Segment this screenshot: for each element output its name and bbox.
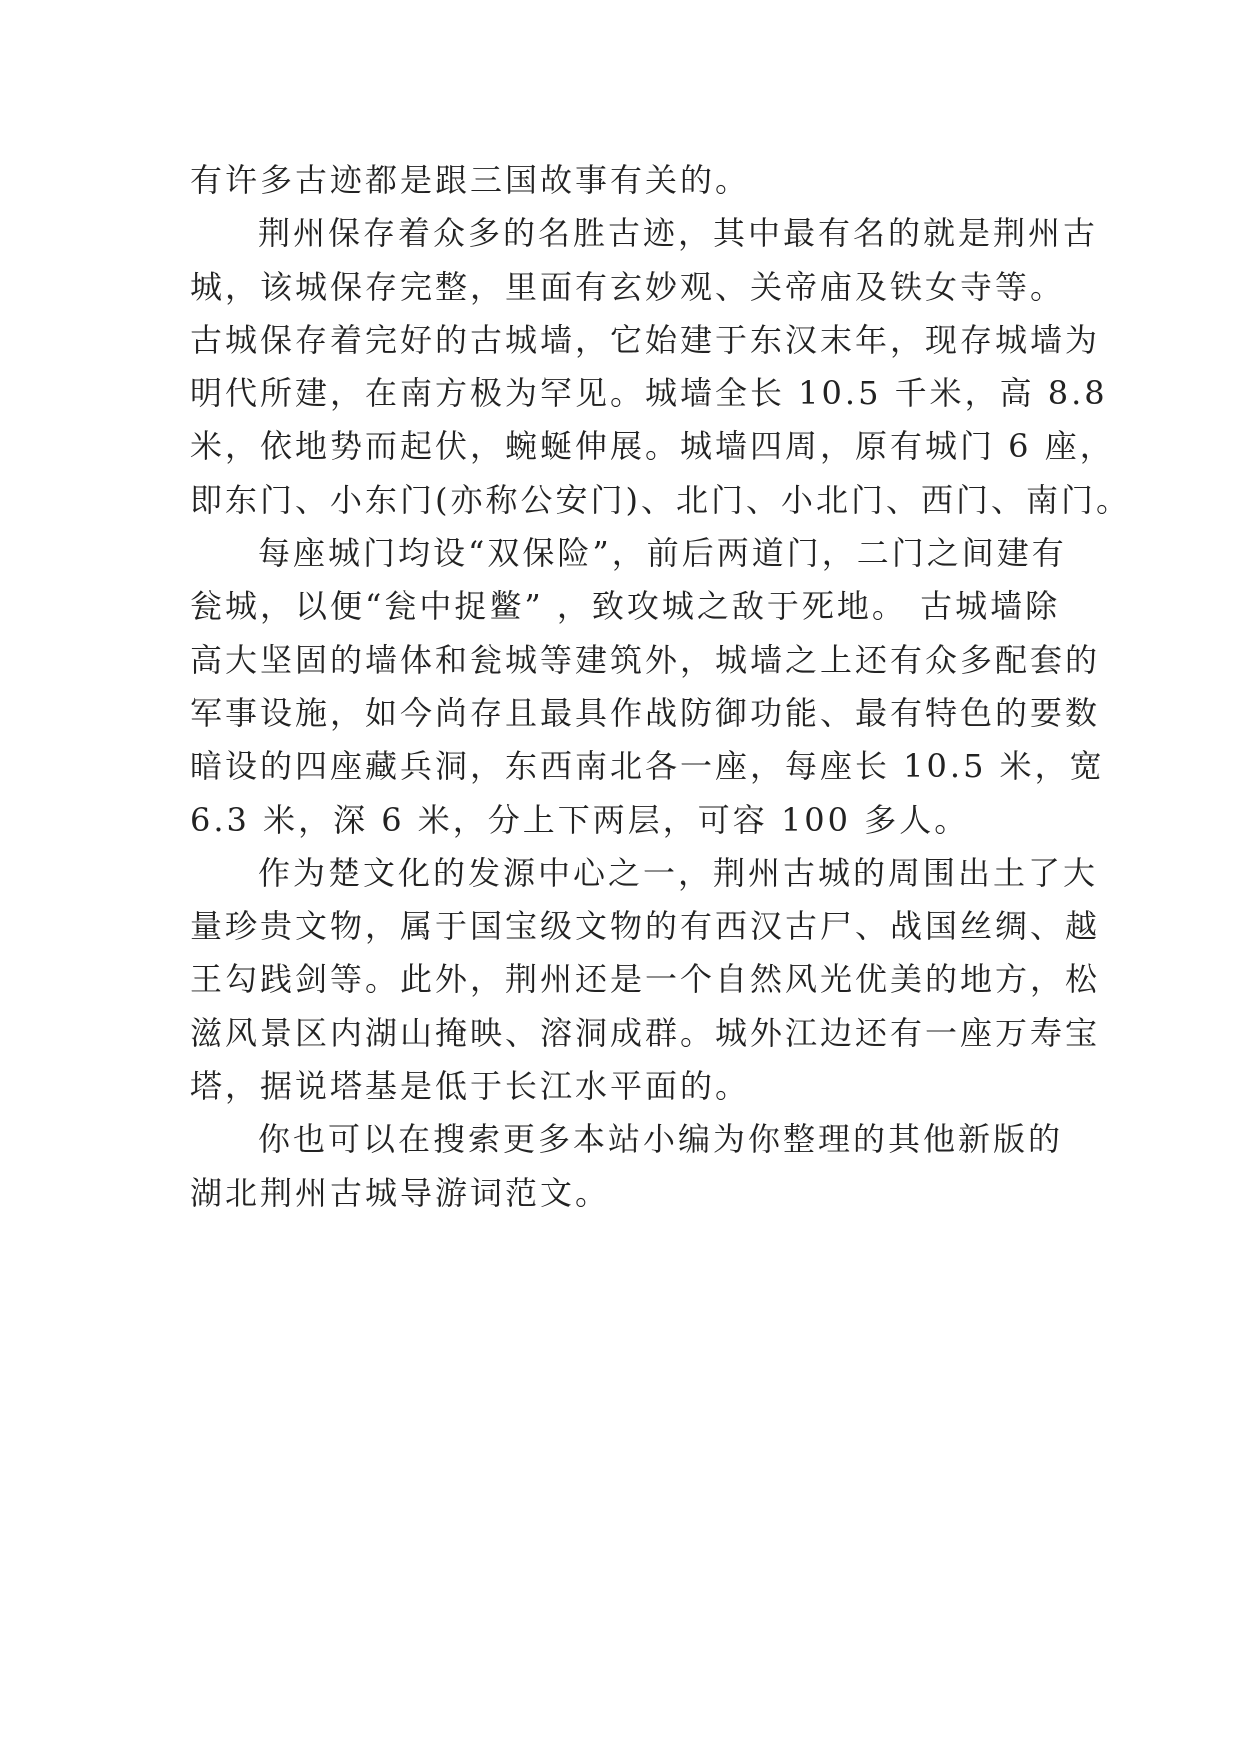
text-line: 军事设施，如今尚存且最具作战防御功能、最有特色的要数 <box>190 693 1101 732</box>
text-line: 瓮城，以便“瓮中捉鳖” ，致攻城之敌于死地。 古城墙除 <box>190 587 1061 626</box>
text-line: 你也可以在搜索更多本站小编为你整理的其他新版的 <box>258 1120 1064 1159</box>
text-line: 暗设的四座藏兵洞，东西南北各一座，每座长 10.5 米，宽 <box>190 747 1105 786</box>
text-line: 塔，据说塔基是低于长江水平面的。 <box>190 1067 751 1106</box>
text-line: 荆州保存着众多的名胜古迹，其中最有名的就是荆州古 <box>258 214 1099 253</box>
text-line: 即东门、小东门(亦称公安门)、北门、小北门、西门、南门。 <box>190 480 1131 519</box>
text-line: 王勾践剑等。此外，荆州还是一个自然风光优美的地方，松 <box>190 960 1101 999</box>
text-line: 古城保存着完好的古城墙，它始建于东汉末年，现存城墙为 <box>190 320 1101 359</box>
text-line: 有许多古迹都是跟三国故事有关的。 <box>190 161 751 199</box>
text-line: 量珍贵文物，属于国宝级文物的有西汉古尸、战国丝绸、越 <box>190 907 1101 946</box>
text-line: 每座城门均设“双保险”，前后两道门，二门之间建有 <box>258 534 1067 573</box>
text-line: 作为楚文化的发源中心之一，荆州古城的周围出土了大 <box>258 853 1099 892</box>
text-line: 米，依地势而起伏，蜿蜒伸展。城墙四周，原有城门 6 座， <box>190 427 1115 466</box>
text-line: 明代所建，在南方极为罕见。城墙全长 10.5 千米，高 8.8 <box>190 374 1108 413</box>
text-line: 城，该城保存完整，里面有玄妙观、关帝庙及铁女寺等。 <box>190 267 1066 306</box>
text-line: 6.3 米，深 6 米，分上下两层，可容 100 多人。 <box>190 800 970 839</box>
text-line: 滋风景区内湖山掩映、溶洞成群。城外江边还有一座万寿宝 <box>190 1013 1101 1052</box>
text-line: 湖北荆州古城导游词范文。 <box>190 1173 611 1212</box>
text-line: 高大坚固的墙体和瓮城等建筑外，城墙之上还有众多配套的 <box>190 640 1101 679</box>
document-body <box>190 154 1131 1220</box>
